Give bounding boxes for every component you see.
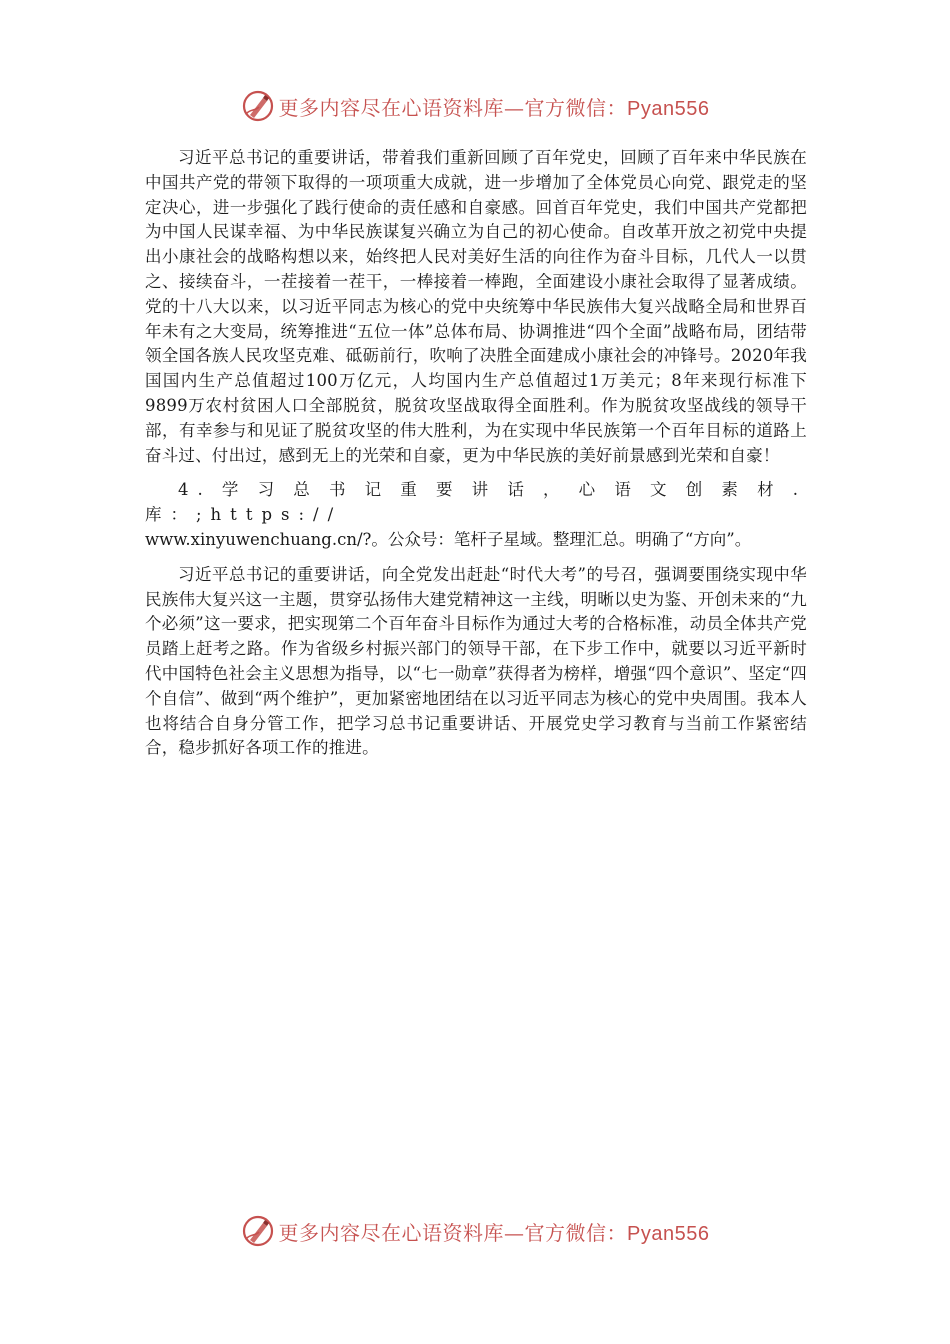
footer-banner <box>0 1211 950 1251</box>
banner-text <box>279 1217 710 1246</box>
heading-line-2: www.xinyuwenchuang.cn/?。公众号：笔杆子星域。整理汇总。明确了“方向”。 <box>145 529 752 549</box>
paragraph-1: 习近平总书记的重要讲话，带着我们重新回顾了百年党史，回顾了百年来中华民族在中国共产党的带领下取得的一项项重大成就，进一步增加了全体党员心向党、跟党走的坚定决心，进一步强化了践行使命的责任感和自豪感。回首百年党史，我们中国共产党都把为中国人民谋幸福、为中华民族谋复兴确立为自己的初心使命。自改革开放之初党中央提出小康社会的战略构想以来，始终把人民对美好生活的向往作为奋斗目标，几代人一以贯之、接续奋斗，一茬接着一茬干，一棒接着一棒跑，全面建设小康社会取得了显著成绩。党的十八大以来，以习近平同志为核心的党中央统筹中华民族伟大复兴战略全局和世界百年未有之大变局，统筹推进“五位一体”总体布局、协调推进“四个全面”战略布局，团结带领全国各族人民攻坚克难、砥砺前行，吹响了决胜全面建成小康社会的冲锋号。2020年我国国内生产总值超过100万亿元，人均国内生产总值超过1万美元；8年来现行标准下9899万农村贫困人口全部脱贫，脱贫攻坚战取得全面胜利。作为脱贫攻坚战线的领导干部，有幸参与和见证了脱贫攻坚的伟大胜利，为在实现中华民族第一个百年目标的道路上奋斗过、付出过，感到无上的光荣和自豪，更为中华民族的美好前景感到光荣和自豪！ <box>145 148 807 465</box>
paragraph-2: 习近平总书记的重要讲话，向全党发出赶赴“时代大考”的号召，强调要围绕实现中华民族伟大复兴这一主题，贯穿弘扬伟大建党精神这一主线，明晰以史为鉴、开创未来的“九个必须”这一要求，把实现第二个百年奋斗目标作为通过大考的合格标准，动员全体共产党员踏上赶考之路。作为省级乡村振兴部门的领导干部，在下步工作中，就要以习近平新时代中国特色社会主义思想为指导，以“七一勋章”获得者为榜样，增强“四个意识”、坚定“四个自信”、做到“两个维护”，更加紧密地团结在以习近平同志为核心的党中央周围。我本人也将结合自身分管工作，把学习总书记重要讲话、开展党史学习教育与当前工作紧密结合，稳步抓好各项工作的推进。 <box>145 564 807 758</box>
banner-wechat-id: Pyan556 <box>627 1222 710 1245</box>
pen-circle-logo-icon <box>241 1214 275 1248</box>
heading-line-1: 4.学习总书记重要讲话，心语文创素材.库：;https:// <box>145 480 807 525</box>
banner-slogan: 更多内容尽在心语资料库—官方微信： <box>278 95 628 120</box>
section-heading-4 <box>145 478 807 552</box>
document-body <box>145 146 807 761</box>
banner-slogan: 更多内容尽在心语资料库—官方微信： <box>278 1220 628 1245</box>
header-banner <box>0 86 950 126</box>
pen-circle-logo-icon <box>241 89 275 123</box>
banner-text <box>279 92 710 121</box>
banner-wechat-id: Pyan556 <box>627 97 710 120</box>
